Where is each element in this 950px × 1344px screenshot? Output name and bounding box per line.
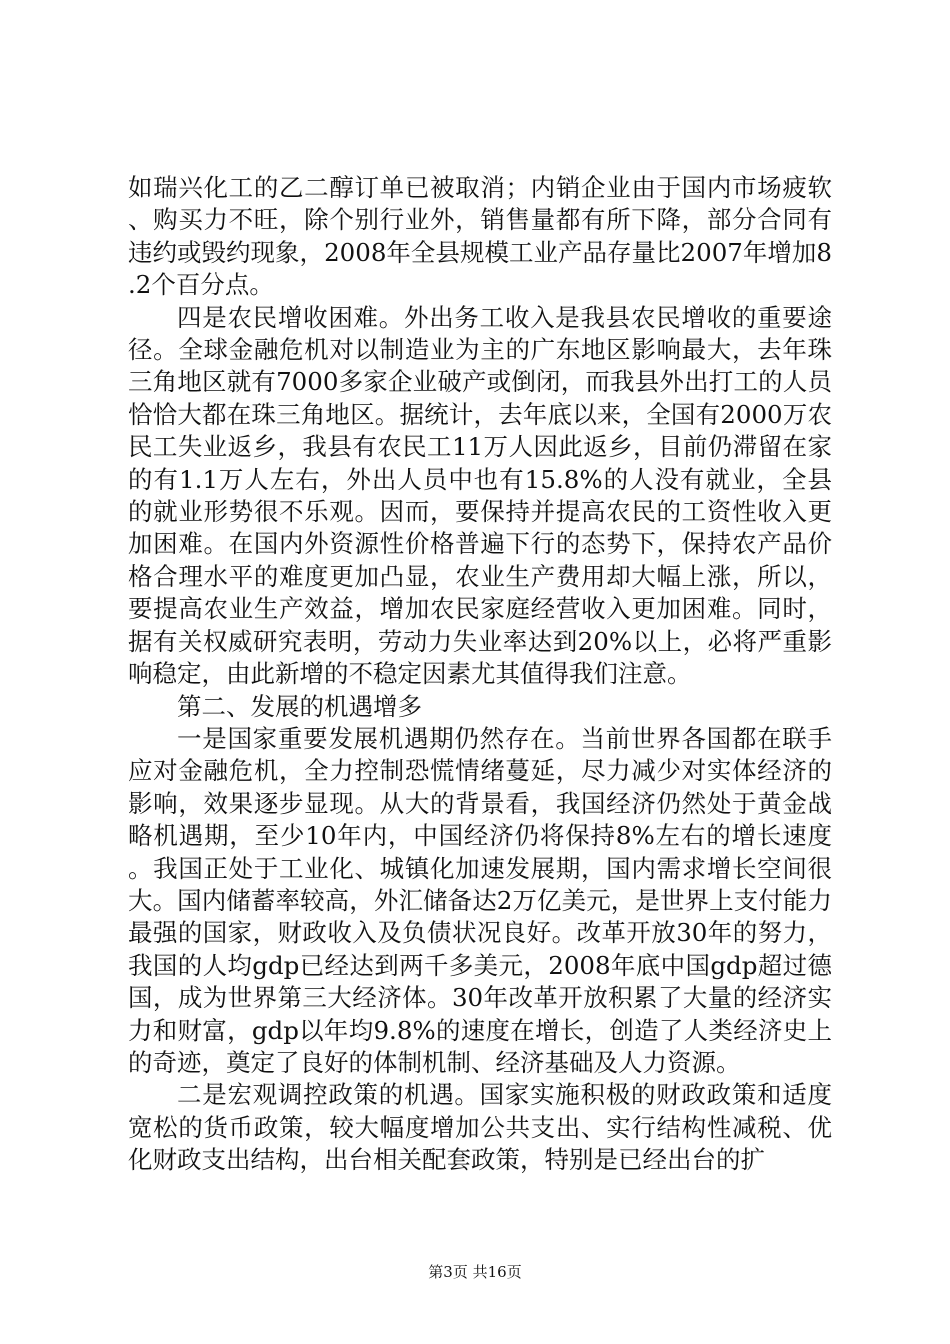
page-footer: 第3页 共16页 bbox=[428, 1263, 522, 1281]
paragraph-2: 四是农民增收困难。外出务工收入是我县农民增收的重要途径。全球金融危机对以制造业为主的广东地区影响最大，去年珠三角地区就有7000多家企业破产或倒闭，而我县外出打工的人员恰恰大都在珠三角地区。据统计，去年底以来，全国有2000万农民工失业返乡，我县有农民工11万人因此返乡，目前仍滞留在家的有1.1万人左右，外出人员中也有15.8%的人没有就业，全县的就业形势很不乐观。因而，要保持并提高农民的工资性收入更加困难。在国内外资源性价格普遍下行的态势下，保持农产品价格合理水平的难度更加凸显，农业生产费用却大幅上涨，所以，要提高农业生产效益，增加农民家庭经营收入更加困难。同时，据有关权威研究表明，劳动力失业率达到20%以上，必将严重影响稳定，由此新增的不稳定因素尤其值得我们注意。 bbox=[128, 302, 832, 689]
section-heading: 第二、发展的机遇增多 bbox=[177, 691, 422, 721]
document-body bbox=[128, 172, 832, 1177]
paragraph-4: 二是宏观调控政策的机遇。国家实施积极的财政政策和适度宽松的货币政策，较大幅度增加公共支出、实行结构性减税、优化财政支出结构，出台相关配套政策，特别是已经出台的扩 bbox=[128, 1080, 832, 1175]
paragraph-1: 如瑞兴化工的乙二醇订单已被取消；内销企业由于国内市场疲软、购买力不旺，除个别行业外，销售量都有所下降，部分合同有违约或毁约现象，2008年全县规模工业产品存量比2007年增加8.2个百分点。 bbox=[128, 173, 832, 300]
paragraph-3: 一是国家重要发展机遇期仍然存在。当前世界各国都在联手应对金融危机，全力控制恐慌情绪蔓延，尽力减少对实体经济的影响，效果逐步显现。从大的背景看，我国经济仍然处于黄金战略机遇期，至少10年内，中国经济仍将保持8%左右的增长速度。我国正处于工业化、城镇化加速发展期，国内需求增长空间很大。国内储蓄率较高，外汇储备达2万亿美元，是世界上支付能力最强的国家，财政收入及负债状况良好。改革开放30年的努力，我国的人均gdp已经达到两千多美元，2008年底中国gdp超过德国，成为世界第三大经济体。30年改革开放积累了大量的经济实力和财富，gdp以年均9.8%的速度在增长，创造了人类经济史上的奇迹，奠定了良好的体制机制、经济基础及人力资源。 bbox=[128, 723, 832, 1077]
